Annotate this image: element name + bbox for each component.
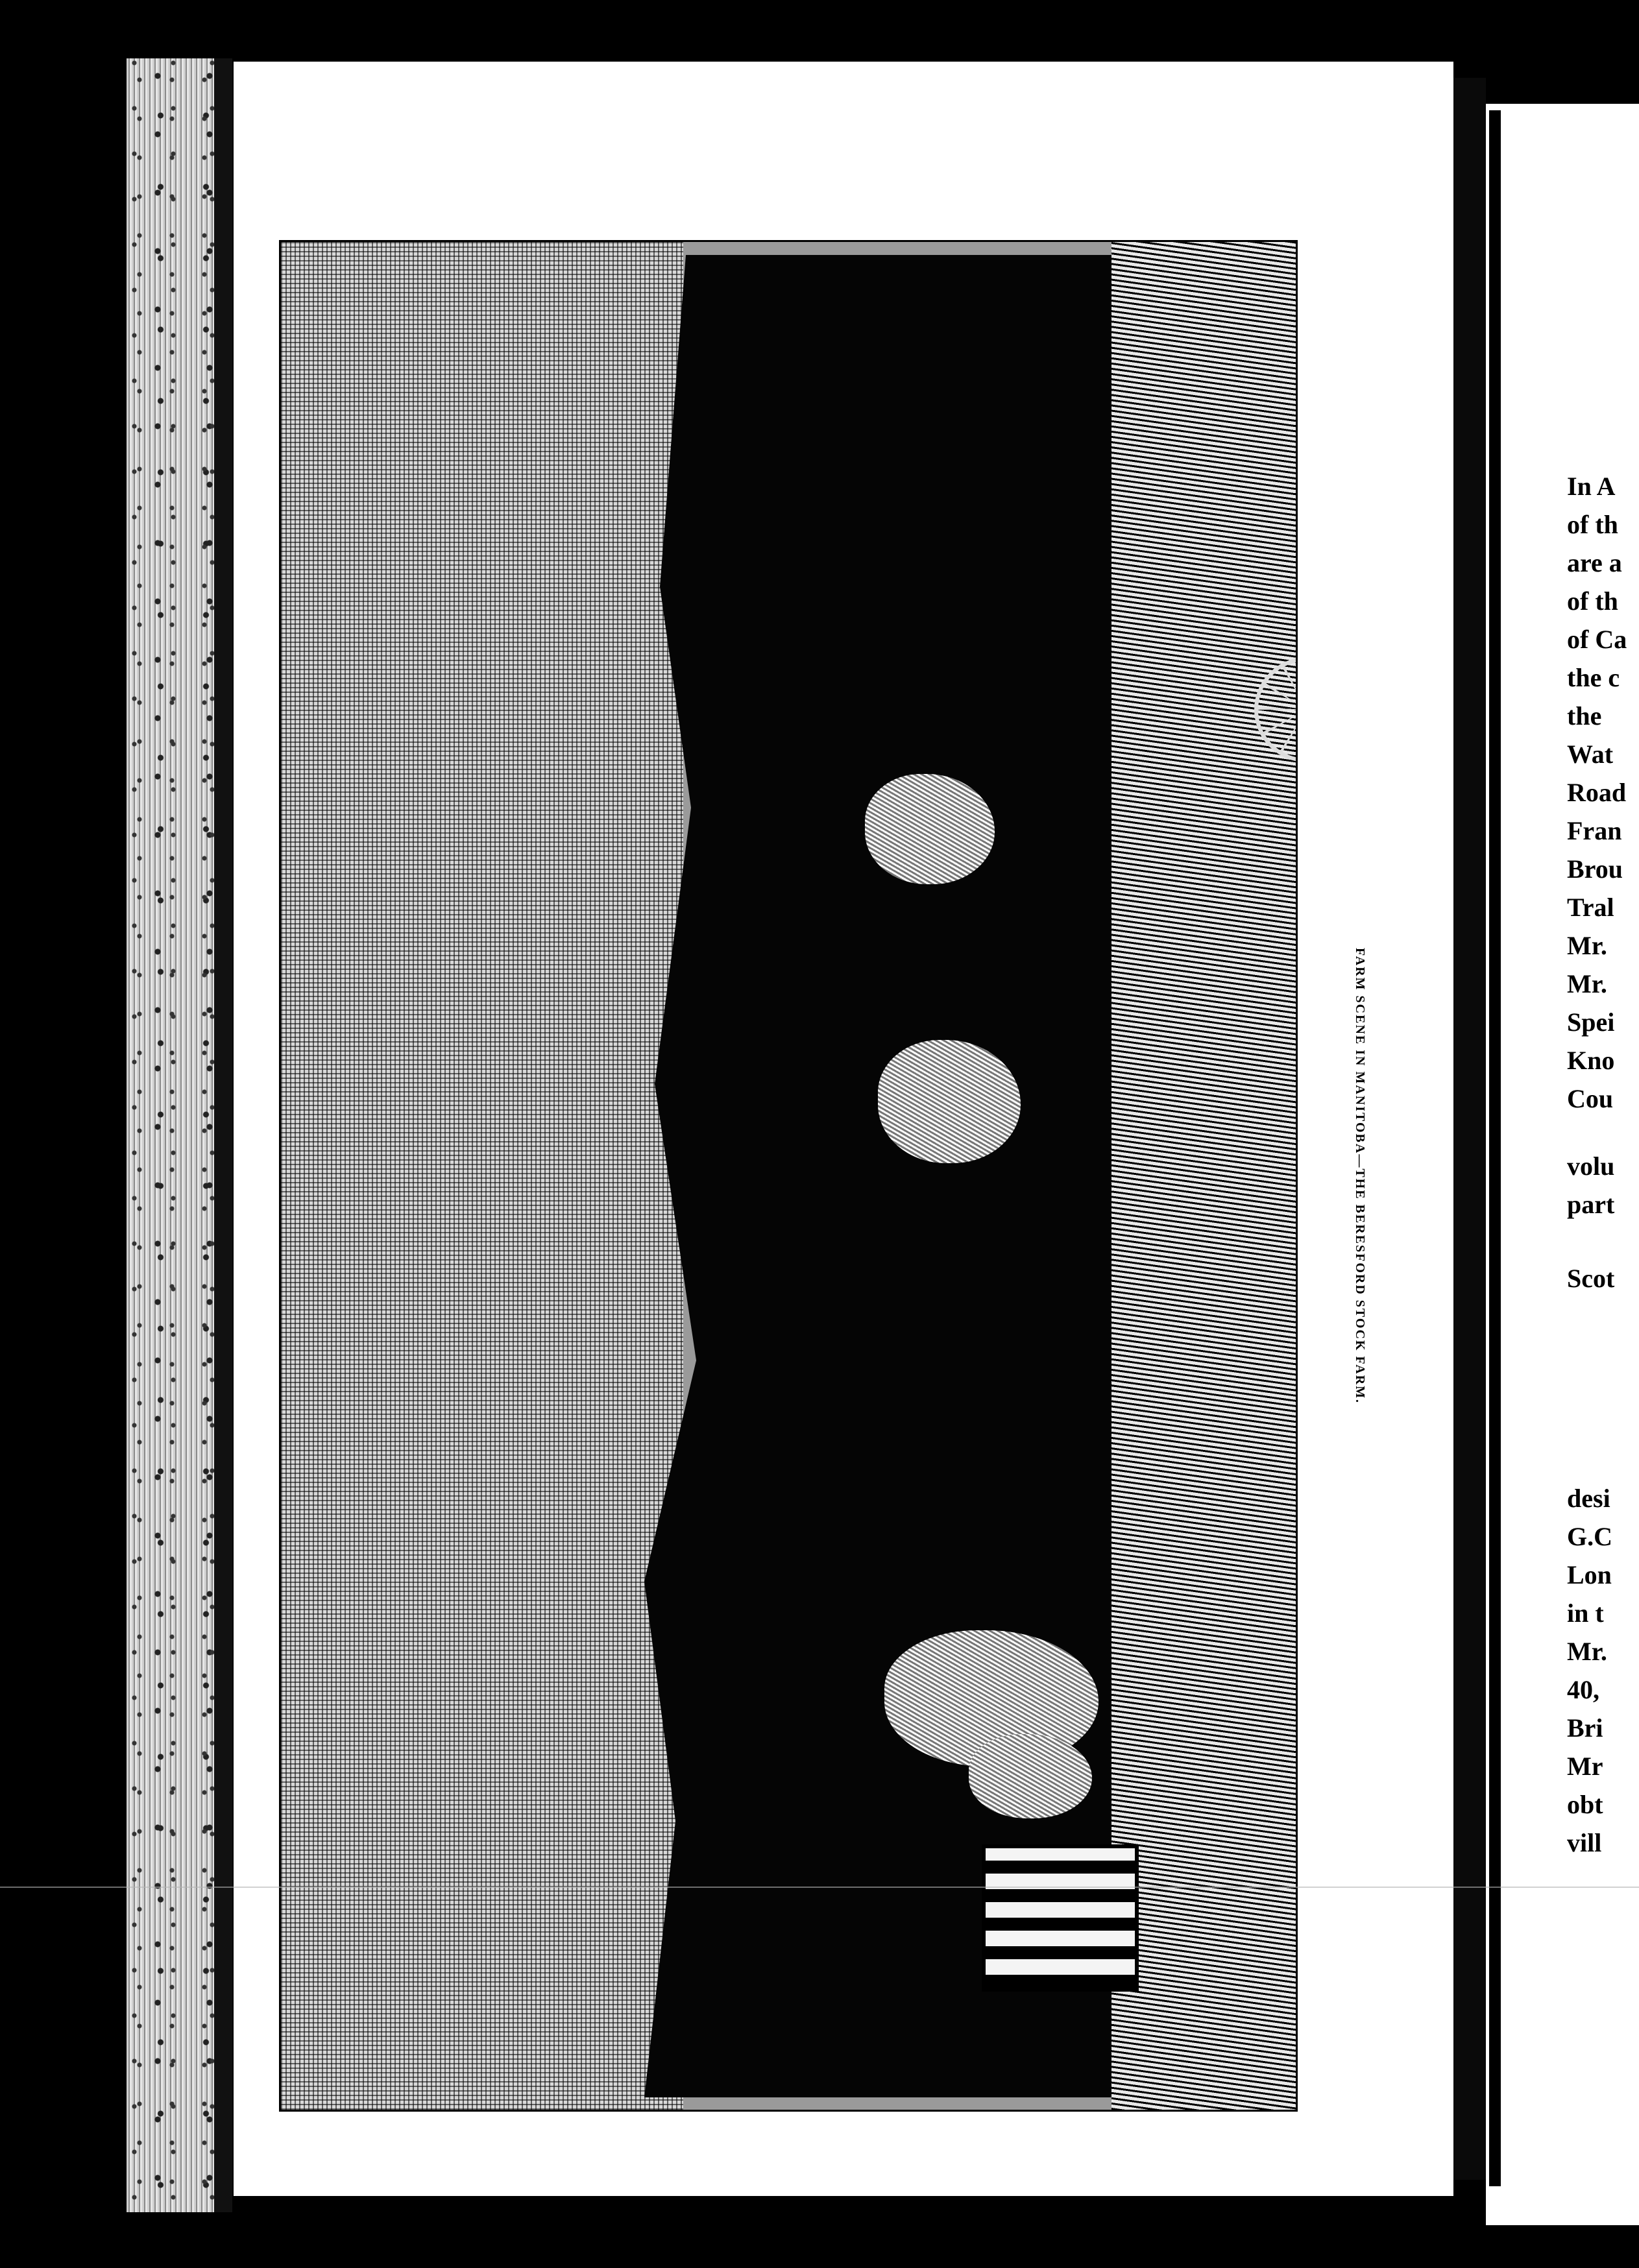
text-line: Brou xyxy=(1567,854,1623,884)
engraving-sky xyxy=(281,242,683,2110)
text-line: 40, xyxy=(1567,1675,1599,1704)
text-line: Lon xyxy=(1567,1560,1612,1589)
text-line: Road xyxy=(1567,778,1627,807)
text-line: vill xyxy=(1567,1828,1602,1857)
cow-figure xyxy=(969,1734,1092,1818)
illustration-caption: FARM SCENE IN MANITOBA—THE BERESFORD STOCK FARM. xyxy=(1352,948,1367,1404)
caption-column xyxy=(1330,240,1389,2112)
text-line: volu xyxy=(1567,1152,1615,1181)
text-line: Scot xyxy=(1567,1264,1615,1293)
text-line: In A xyxy=(1567,472,1616,501)
right-page-text xyxy=(1567,467,1639,1862)
text-line: Bri xyxy=(1567,1713,1603,1743)
text-line: desi xyxy=(1567,1484,1610,1513)
book-edge-shadow xyxy=(214,58,232,2212)
text-line: Kno xyxy=(1567,1046,1615,1075)
text-line: the c xyxy=(1567,663,1620,692)
text-line: of th xyxy=(1567,510,1618,539)
text-line: in t xyxy=(1567,1598,1604,1628)
text-line: Fran xyxy=(1567,816,1622,845)
right-gutter-shadow xyxy=(1489,110,1501,2186)
gutter-shadow xyxy=(1453,78,1486,2180)
text-line: Tral xyxy=(1567,893,1614,922)
page-fore-edge xyxy=(127,58,224,2212)
text-line: are a xyxy=(1567,548,1622,577)
scan-artifact-line xyxy=(0,1887,1639,1888)
text-line: of th xyxy=(1567,586,1618,616)
text-line: Mr. xyxy=(1567,931,1607,960)
text-line: part xyxy=(1567,1190,1615,1219)
farm-scene-engraving xyxy=(279,240,1298,2112)
engraving-ground xyxy=(1111,242,1298,2110)
hay-wagon xyxy=(982,1844,1139,1992)
text-line: Wat xyxy=(1567,740,1614,769)
text-line: Mr. xyxy=(1567,1637,1607,1666)
text-line: Mr. xyxy=(1567,969,1607,998)
text-line: of Ca xyxy=(1567,625,1627,654)
text-line: Mr xyxy=(1567,1752,1603,1781)
text-line: Cou xyxy=(1567,1084,1614,1113)
engraving-dark-scene xyxy=(644,255,1163,2097)
text-line: Spei xyxy=(1567,1007,1615,1037)
text-line: G.C xyxy=(1567,1522,1612,1551)
text-line: obt xyxy=(1567,1790,1603,1819)
text-line: the xyxy=(1567,701,1602,730)
